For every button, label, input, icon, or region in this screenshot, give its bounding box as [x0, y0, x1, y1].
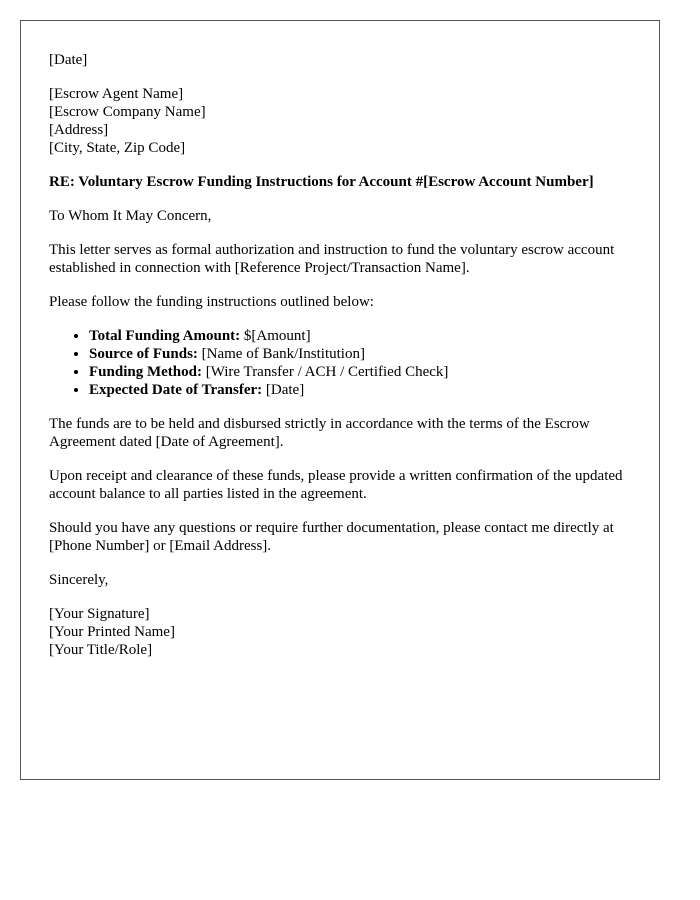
list-item [89, 363, 631, 381]
date: [Date] [49, 52, 88, 68]
letter [20, 20, 660, 780]
item-value: [Wire Transfer / ACH / Certified Check] [201, 364, 449, 380]
recipient-line: [Escrow Agent Name] [49, 86, 184, 102]
item-label: Source of Funds: [89, 346, 198, 362]
subject-text: RE: Voluntary Escrow Funding Instructions for Account #[Escrow Account Number] [49, 174, 594, 190]
recipient-line: [City, State, Zip Code] [49, 140, 186, 156]
list-item [89, 381, 631, 399]
item-value: $[Amount] [240, 328, 311, 344]
recipient-line: [Address] [49, 122, 109, 138]
item-label: Expected Date of Transfer: [89, 382, 263, 398]
salutation: To Whom It May Concern, [49, 208, 212, 224]
funding-instructions-list [49, 327, 631, 399]
item-label: Total Funding Amount: [89, 328, 241, 344]
signature-line: [Your Printed Name] [49, 624, 175, 640]
closing: Sincerely, [49, 572, 109, 588]
signature-block [49, 605, 631, 659]
recipient-line: [Escrow Company Name] [49, 104, 206, 120]
paragraph: Please follow the funding instructions outlined below: [49, 294, 374, 310]
item-label: Funding Method: [89, 364, 202, 380]
paragraph: Should you have any questions or require further documentation, please contact me directly at [Phone Number] or [Email Address]. [49, 520, 614, 554]
list-item [89, 327, 631, 345]
item-value: [Name of Bank/Institution] [197, 346, 365, 362]
signature-line: [Your Title/Role] [49, 642, 153, 658]
subject-line [49, 173, 631, 191]
list-item [89, 345, 631, 363]
paragraph: The funds are to be held and disbursed strictly in accordance with the terms of the Escrow Agreement dated [Date of Agreement]. [49, 416, 590, 450]
item-value: [Date] [262, 382, 305, 398]
recipient-address [49, 85, 631, 157]
signature-line: [Your Signature] [49, 606, 150, 622]
paragraph: Upon receipt and clearance of these funds, please provide a written confirmation of the updated account balance to all parties listed in the agreement. [49, 468, 623, 502]
paragraph: This letter serves as formal authorization and instruction to fund the voluntary escrow account established in connection with [Reference Project/Transaction Name]. [49, 242, 615, 276]
